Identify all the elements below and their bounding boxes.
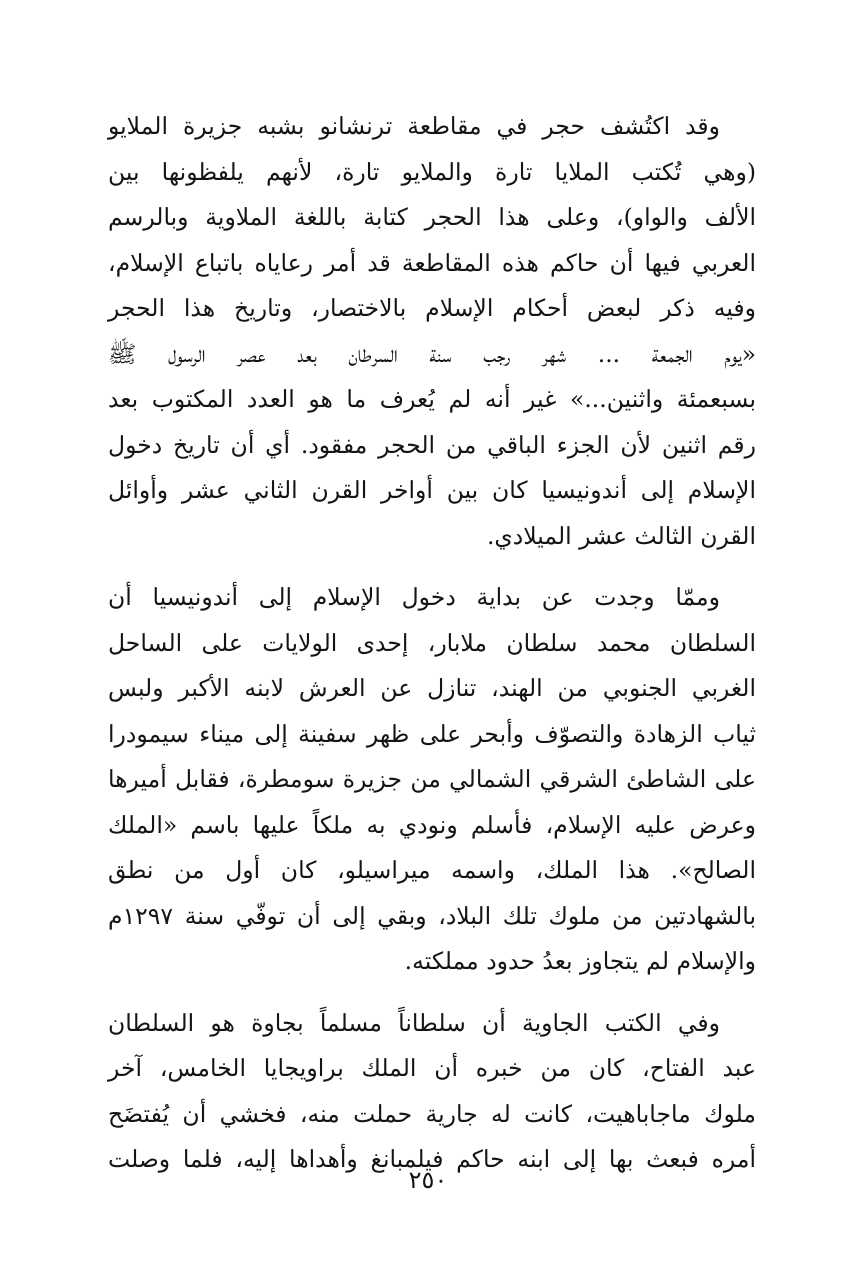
text-line: الغربي الجنوبي من الهند، تنازل عن العرش لابنه الأكبر ولبس (108, 674, 756, 702)
paragraph-3 (108, 1001, 756, 1183)
text-line: وفيه ذكر لبعض أحكام الإسلام بالاختصار، وتاريخ هذا الحجر (108, 294, 756, 322)
text-line: وقد اكتُشف حجر في مقاطعة ترنشانو بشبه جزيرة الملايو (108, 112, 720, 140)
text-line: بالشهادتين من ملوك تلك البلاد، وبقي إلى أن توفّي سنة ١٢٩٧م (108, 901, 756, 930)
text-line: «يوم الجمعة ... شهر رجب سنة السرطان بعد عصر الرسول ﷺ (108, 339, 756, 368)
text-line: القرن الثالث عشر الميلادي. (486, 521, 756, 550)
body-text (108, 104, 756, 1199)
text-line: الصالح». هذا الملك، واسمه ميراسيلو، كان أول من نطق (108, 856, 756, 884)
text-line: وفي الكتب الجاوية أن سلطاناً مسلماً بجاوة هو السلطان (108, 1008, 720, 1037)
text-line: على الشاطئ الشرقي الشمالي من جزيرة سومطرة، فقابل أميرها (108, 765, 756, 793)
text-line: رقم اثنين لأن الجزء الباقي من الحجر مفقود. أي أن تاريخ دخول (108, 430, 756, 459)
text-line: السلطان محمد سلطان ملابار، إحدى الولايات على الساحل (108, 628, 756, 657)
text-line: بسبعمئة واثنين...» غير أنه لم يُعرف ما هو العدد المكتوب بعد (108, 385, 756, 413)
text-line: ملوك ماجاباهيت، كانت له جارية حملت منه، فخشي أن يُفتضَح (108, 1099, 756, 1128)
text-line: ثياب الزهادة والتصوّف وأبحر على ظهر سفينة إلى ميناء سيمودرا (108, 719, 756, 748)
text-line: أمره فبعث بها إلى ابنه حاكم فيلمبانغ وأهداها إليه، فلما وصلت (108, 1145, 756, 1173)
text-line: وممّا وجدت عن بداية دخول الإسلام إلى أندونيسيا أن (108, 583, 720, 611)
paragraph-1 (108, 104, 756, 559)
text-line: الإسلام إلى أندونيسيا كان بين أواخر القرن الثاني عشر وأوائل (108, 476, 756, 504)
text-line: العربي فيها أن حاكم هذه المقاطعة قد أمر رعاياه باتباع الإسلام، (108, 248, 756, 277)
paragraph-2 (108, 575, 756, 985)
text-line: (وهي تُكتب الملايا تارة والملايو تارة، لأنهم يلفظونها بين (108, 157, 756, 186)
text-line: الألف والواو)، وعلى هذا الحجر كتابة باللغة الملاوية وبالرسم (108, 203, 756, 231)
text-line: وعرض عليه الإسلام، فأسلم ونودي به ملكاً عليها باسم «الملك (108, 810, 756, 839)
text-line: والإسلام لم يتجاوز بعدُ حدود مملكته. (404, 947, 756, 975)
page-number: ٢٥٠ (408, 1166, 448, 1194)
text-line: عبد الفتاح، كان من خبره أن الملك براويجايا الخامس، آخر (108, 1054, 756, 1082)
